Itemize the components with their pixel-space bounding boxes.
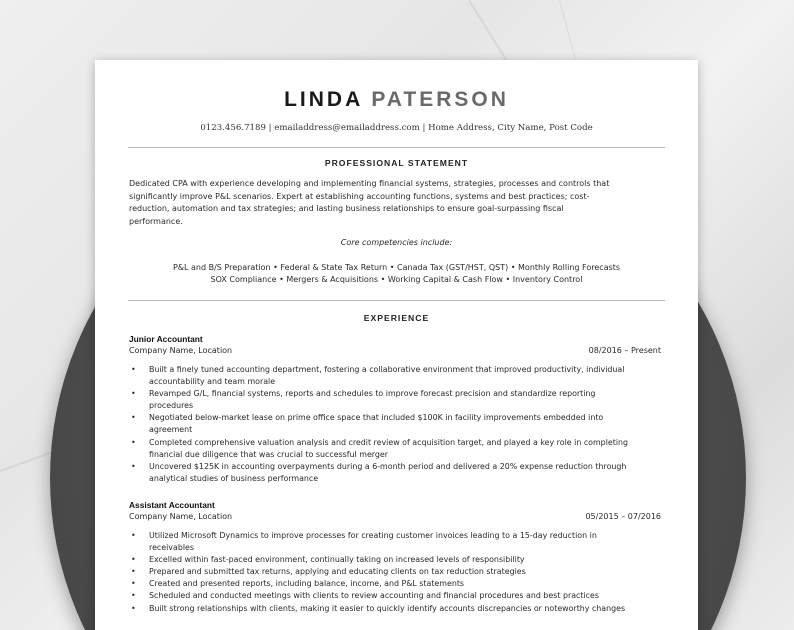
bullet-text: Scheduled and conducted meetings with clients to review accounting and financial procedures and best practices [149, 591, 599, 601]
statement-line: reduction, automation and tax strategies; and lasting business relationships to ensure goal-surpassing fiscal [129, 204, 564, 213]
job-bullets [129, 364, 669, 485]
competencies-line: SOX Compliance • Mergers & Acquisitions • Working Capital & Cash Flow • Inventory Control [210, 275, 583, 284]
job-dates: 05/2015 – 07/2016 [585, 512, 661, 521]
competencies-line: P&L and B/S Preparation • Federal & State Tax Return • Canada Tax (GST/HST, QST) • Monthly Rolling Forecasts [172, 263, 621, 272]
bullet-text: Excelled within fast-paced environment, continually taking on increased levels of responsibility [149, 555, 525, 565]
bullet-text: financial due diligence that was crucial to successful merger [149, 449, 389, 459]
job-title: Assistant Accountant [129, 500, 215, 510]
bullet-text: receivables [149, 543, 194, 553]
bullet-text: agreement [149, 425, 193, 435]
list-item: • Prepared and submitted tax returns, applying and educating clients on tax reduction strategies [129, 566, 669, 578]
contact-line: 0123.456.7189 | emailaddress@emailaddress.com | Home Address, City Name, Post Code [200, 123, 593, 133]
statement-heading: PROFESSIONAL STATEMENT [324, 158, 469, 168]
statement-line: Dedicated CPA with experience developing and implementing financial systems, strategies, processes and controls that [129, 179, 610, 188]
bullet-text: Built strong relationships with clients, making it easier to quickly identify accounts discrepancies or noteworthy changes [149, 603, 626, 613]
list-item: • Utilized Microsoft Dynamics to improve processes for creating customer invoices leading to a 15-day reduction in receivables [129, 530, 669, 554]
job-bullets [129, 530, 669, 615]
bullet-text: Completed comprehensive valuation analysis and credit review of acquisition target, and played a key role in completing [149, 437, 629, 447]
resume-page [95, 60, 698, 630]
bullet-text: Uncovered $125K in accounting overpayments during a 6-month period and delivered a 20% expense reduction through [149, 461, 627, 471]
list-item: • Revamped G/L, financial systems, reports and schedules to improve forecast precision and standardize reporting procedures [129, 388, 669, 412]
list-item: • Uncovered $125K in accounting overpayments during a 6-month period and delivered a 20% expense reduction through analytical studies of business performance [129, 461, 669, 485]
bullet-text: Built a finely tuned accounting department, fostering a collaborative environment that improved productivity, individual [149, 365, 625, 374]
bullet-text: Negotiated below-market lease on prime office space that included $100K in facility improvements embedded into [149, 413, 604, 423]
list-item: • Negotiated below-market lease on prime office space that included $100K in facility improvements embedded into agreement [129, 412, 669, 436]
list-item: • Built a finely tuned accounting department, fostering a collaborative environment that improved productivity, individual accountability and team morale [129, 364, 669, 388]
competencies-intro: Core competencies include: [340, 238, 453, 247]
first-name: LINDA [284, 88, 363, 111]
list-item: • Excelled within fast-paced environment, continually taking on increased levels of responsibility [129, 554, 669, 566]
bullet-text: Utilized Microsoft Dynamics to improve processes for creating customer invoices leading to a 15-day reduction in [149, 531, 597, 540]
list-item: • Created and presented reports, including balance, income, and P&L statements [129, 578, 669, 590]
bullet-text: Revamped G/L, financial systems, reports and schedules to improve forecast precision and standardize reporting [149, 389, 596, 399]
bullet-text: Created and presented reports, including balance, income, and P&L statements [149, 579, 465, 589]
list-item: • Scheduled and conducted meetings with clients to review accounting and financial procedures and best practices [129, 590, 669, 602]
last-name: PATERSON [371, 88, 509, 111]
bullet-text: procedures [149, 401, 194, 411]
experience-heading: EXPERIENCE [363, 313, 430, 323]
list-item: • Built strong relationships with clients, making it easier to quickly identify accounts discrepancies or noteworthy changes [129, 603, 669, 615]
job-company: Company Name, Location [129, 512, 233, 521]
job-title: Junior Accountant [129, 334, 203, 344]
statement-line: significantly improve P&L scenarios. Expert at establishing accounting functions, systems and best practices; cost- [129, 191, 590, 201]
statement-paragraph [129, 178, 659, 228]
job-company: Company Name, Location [129, 346, 233, 355]
bullet-text: accountability and team morale [149, 377, 276, 387]
divider [128, 300, 665, 301]
statement-line: performance. [129, 216, 183, 226]
job-dates: 08/2016 – Present [588, 346, 661, 355]
candidate-name [95, 88, 698, 112]
bullet-text: Prepared and submitted tax returns, applying and educating clients on tax reduction strategies [149, 567, 526, 577]
bullet-text: analytical studies of business performance [149, 473, 319, 483]
divider [128, 147, 665, 148]
list-item: • Completed comprehensive valuation analysis and credit review of acquisition target, and played a key role in completing financial due diligence that was crucial to successful merger [129, 437, 669, 461]
